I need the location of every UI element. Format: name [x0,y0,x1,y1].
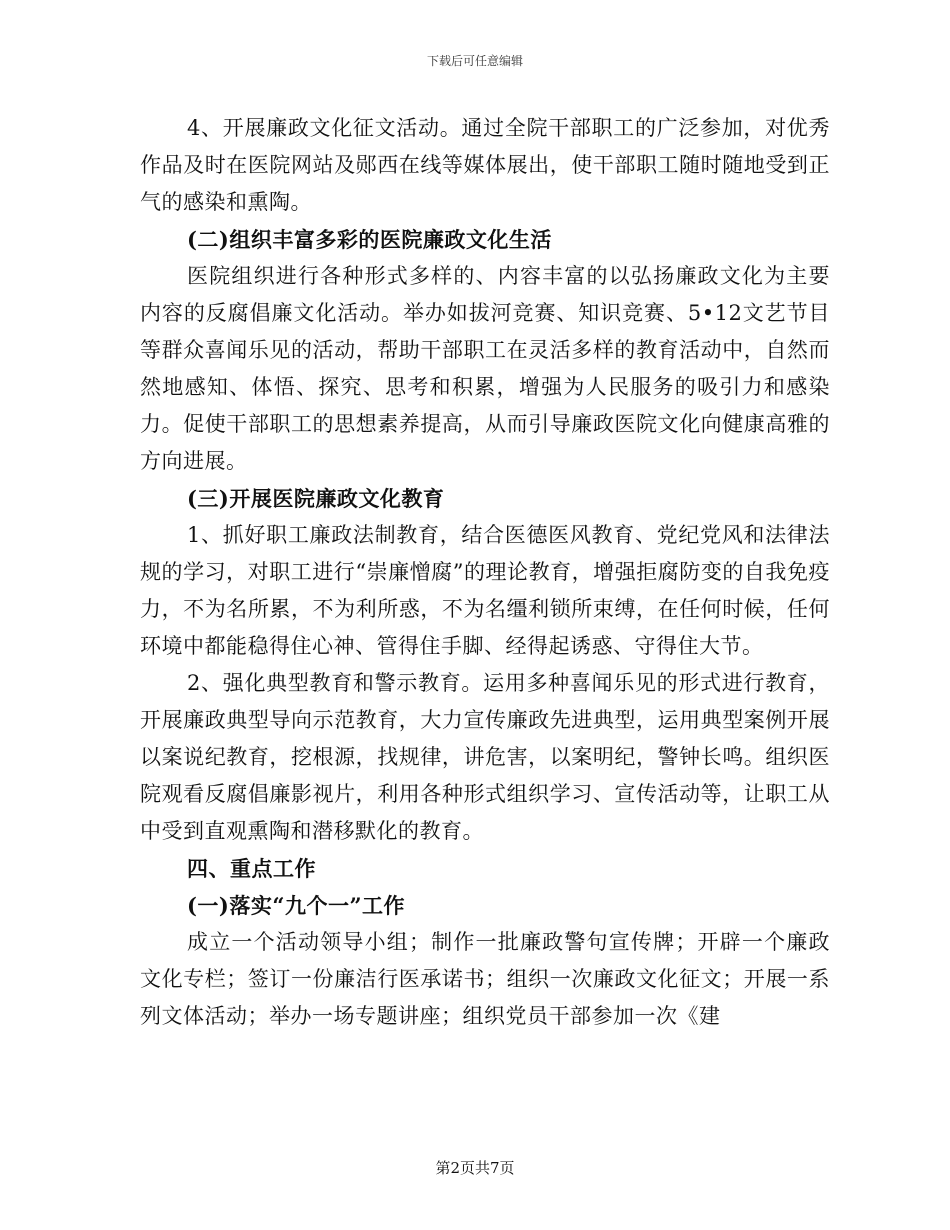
heading-3-education: (三)开展医院廉政文化教育 [187,486,445,511]
heading-key-work: 四、重点工作 [187,856,316,881]
page-header: 下载后可任意编辑 [426,54,523,68]
heading-nine-ones: (一)落实“九个一”工作 [187,893,406,918]
paragraph-4-essay-activity: 4、开展廉政文化征文活动。通过全院干部职工的广泛参加，对优秀作品及时在医院网站及郧西在线等媒体展出，使干部职工随时随地受到正气的感染和熏陶。 [140,116,830,214]
paragraph-2-warning-education: 2、强化典型教育和警示教育。运用多种喜闻乐见的形式进行教育，开展廉政典型导向示范教育，大力宣传廉政先进典型，运用典型案例开展以案说纪教育，挖根源，找规律，讲危害，以案明纪，警钟长鸣。组织医院观看反腐倡廉影视片，利用各种形式组织学习、宣传活动等，让职工从中受到直观熏陶和潜移默化的教育。 [140,671,830,843]
heading-2-culture-life: (二)组织丰富多彩的医院廉政文化生活 [187,227,552,252]
paragraph-nine-ones-list: 成立一个活动领导小组；制作一批廉政警句宣传牌；开辟一个廉政文化专栏；签订一份廉洁行医承诺书；组织一次廉政文化征文；开展一系列文体活动；举办一场专题讲座；组织党员干部参加一次《建 [140,930,830,1028]
document-body [140,110,830,1035]
paragraph-1-legal-education: 1、抓好职工廉政法制教育，结合医德医风教育、党纪党风和法律法规的学习，对职工进行“崇廉憎腐”的理论教育，增强拒腐防变的自我免疫力，不为名所累，不为利所惑，不为名缰利锁所束缚，在任何时候，任何环境中都能稳得住心神、管得住手脚、经得起诱惑、守得住大节。 [140,523,830,658]
page-number: 第2页共7页 [435,1159,515,1177]
paragraph-culture-activities: 医院组织进行各种形式多样的、内容丰富的以弘扬廉政文化为主要内容的反腐倡廉文化活动。举办如拔河竞赛、知识竞赛、5•12文艺节目等群众喜闻乐见的活动，帮助干部职工在灵活多样的教育活动中，自然而然地感知、体悟、探究、思考和积累，增强为人民服务的吸引力和感染力。促使干部职工的思想素养提高，从而引导廉政医院文化向健康高雅的方向进展。 [140,264,830,473]
